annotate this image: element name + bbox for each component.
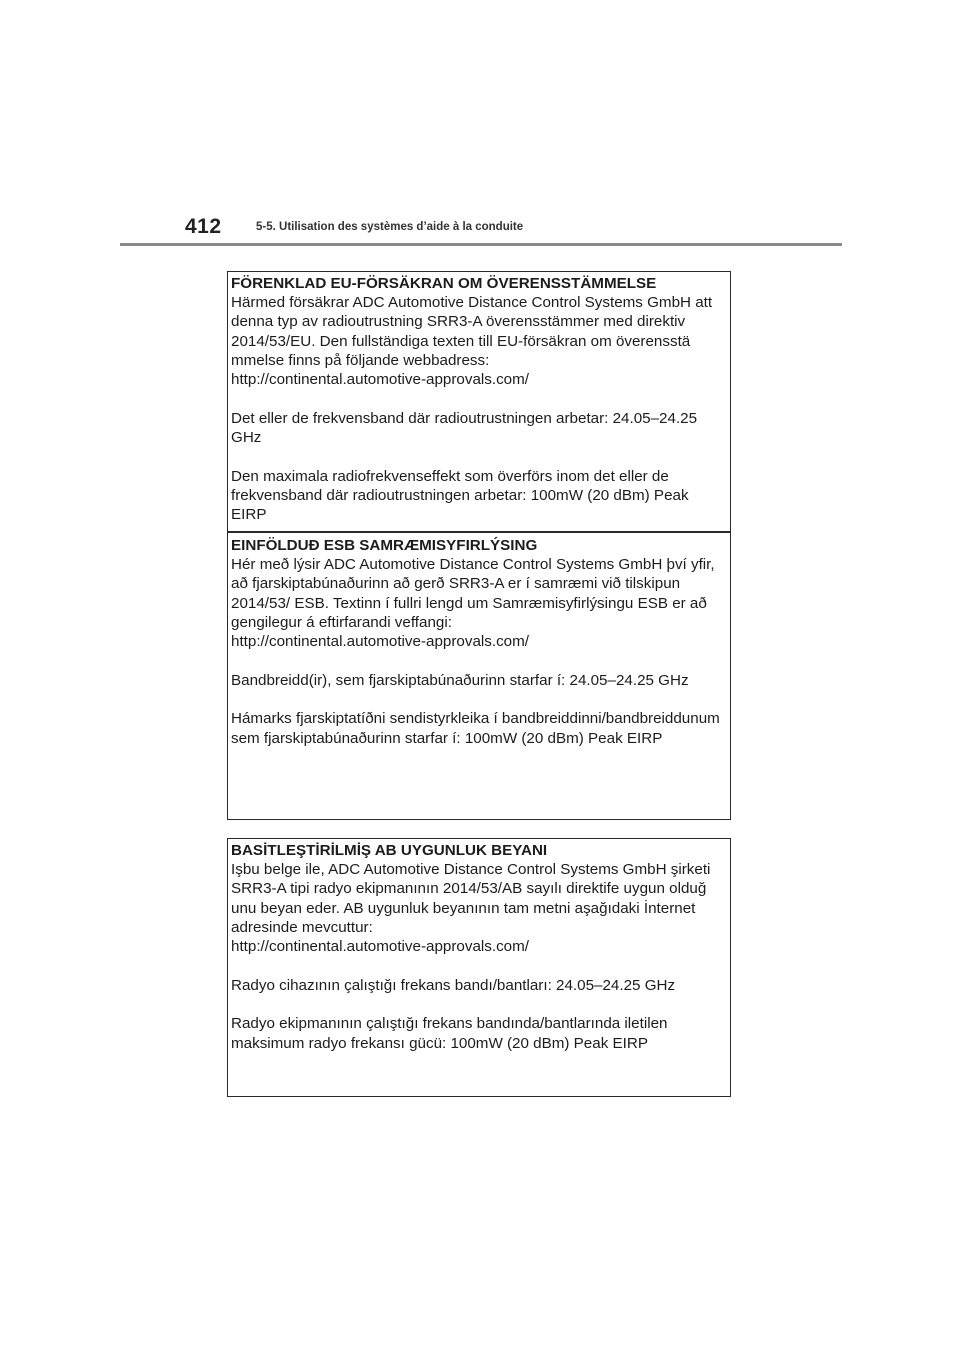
declaration-text-line: Härmed försäkrar ADC Automotive Distance Control Systems GmbH att bbox=[231, 294, 713, 312]
frequency-band-line: Radyo cihazının çalıştığı frekans bandı/bantları: 24.05–24.25 GHz bbox=[231, 976, 676, 994]
declaration-text-line: gengilegur á eftirfarandi veffangi: bbox=[231, 613, 452, 631]
frequency-band-line: Bandbreidd(ir), sem fjarskiptabúnaðurinn starfar í: 24.05–24.25 GHz bbox=[231, 671, 689, 689]
declaration-text-line: Hér með lýsir ADC Automotive Distance Control Systems GmbH því yfir, bbox=[231, 556, 715, 574]
declaration-text-line: 2014/53/EU. Den fullständiga texten till EU-försäkran om överensstä bbox=[231, 332, 691, 350]
declaration-title: BASİTLEŞTİRİLMİŞ AB UYGUNLUK BEYANI bbox=[231, 842, 548, 859]
declaration-text-line: unu beyan eder. AB uygunluk beyanının tam metni aşağıdaki İnternet bbox=[231, 899, 696, 917]
declaration-text-line: adresinde mevcuttur: bbox=[231, 918, 373, 936]
declaration-box-swedish-icelandic bbox=[227, 271, 731, 820]
declaration-text-line: 2014/53/ ESB. Textinn í fullri lengd um Samræmisyfirlýsingu ESB er að bbox=[231, 594, 707, 612]
page-number: 412 bbox=[185, 215, 222, 238]
max-power-line: EIRP bbox=[231, 506, 267, 524]
frequency-band-line: Det eller de frekvensband där radioutrustningen arbetar: 24.05–24.25 bbox=[231, 409, 698, 427]
declaration-url: http://continental.automotive-approvals.com/ bbox=[231, 938, 530, 956]
declaration-text-line: mmelse finns på följande webbadress: bbox=[231, 351, 490, 369]
declaration-text-line: SRR3-A tipi radyo ekipmanının 2014/53/AB sayılı direktife uygun olduğ bbox=[231, 880, 707, 898]
section-title: 5-5. Utilisation des systèmes d’aide à la conduite bbox=[256, 221, 524, 233]
declaration-title: FÖRENKLAD EU-FÖRSÄKRAN OM ÖVERENSSTÄMMELSE bbox=[231, 275, 657, 292]
declaration-text-line: að fjarskiptabúnaðurinn að gerð SRR3-A er í samræmi við tilskipun bbox=[231, 575, 681, 593]
declaration-turkish bbox=[228, 839, 730, 1053]
declaration-url: http://continental.automotive-approvals.com/ bbox=[231, 371, 530, 389]
declaration-url: http://continental.automotive-approvals.com/ bbox=[231, 633, 530, 651]
declaration-box-turkish bbox=[227, 838, 731, 1097]
declaration-swedish bbox=[228, 272, 730, 524]
declaration-text-line: denna typ av radioutrustning SRR3-A överensstämmer med direktiv bbox=[231, 313, 686, 331]
frequency-band-line: GHz bbox=[231, 428, 262, 446]
max-power-line: frekvensband där radioutrustningen arbetar: 100mW (20 dBm) Peak bbox=[231, 486, 689, 504]
max-power-line: Radyo ekipmanının çalıştığı frekans bandında/bantlarında iletilen bbox=[231, 1015, 668, 1033]
declaration-text-line: Işbu belge ile, ADC Automotive Distance Control Systems GmbH şirketi bbox=[231, 861, 711, 879]
header-divider bbox=[120, 243, 842, 246]
max-power-line: maksimum radyo frekansı gücü: 100mW (20 dBm) Peak EIRP bbox=[231, 1034, 648, 1052]
max-power-line: Hámarks fjarskiptatíðni sendistyrkleika í bandbreiddinni/bandbreiddunum bbox=[231, 710, 720, 728]
max-power-line: sem fjarskiptabúnaðurinn starfar í: 100mW (20 dBm) Peak EIRP bbox=[231, 729, 663, 747]
page-header bbox=[0, 0, 960, 260]
declaration-title: EINFÖLDUÐ ESB SAMRÆMISYFIRLÝSING bbox=[231, 537, 538, 554]
declaration-divider bbox=[227, 531, 731, 533]
max-power-line: Den maximala radiofrekvenseffekt som överförs inom det eller de bbox=[231, 467, 669, 485]
declaration-icelandic bbox=[228, 534, 730, 748]
